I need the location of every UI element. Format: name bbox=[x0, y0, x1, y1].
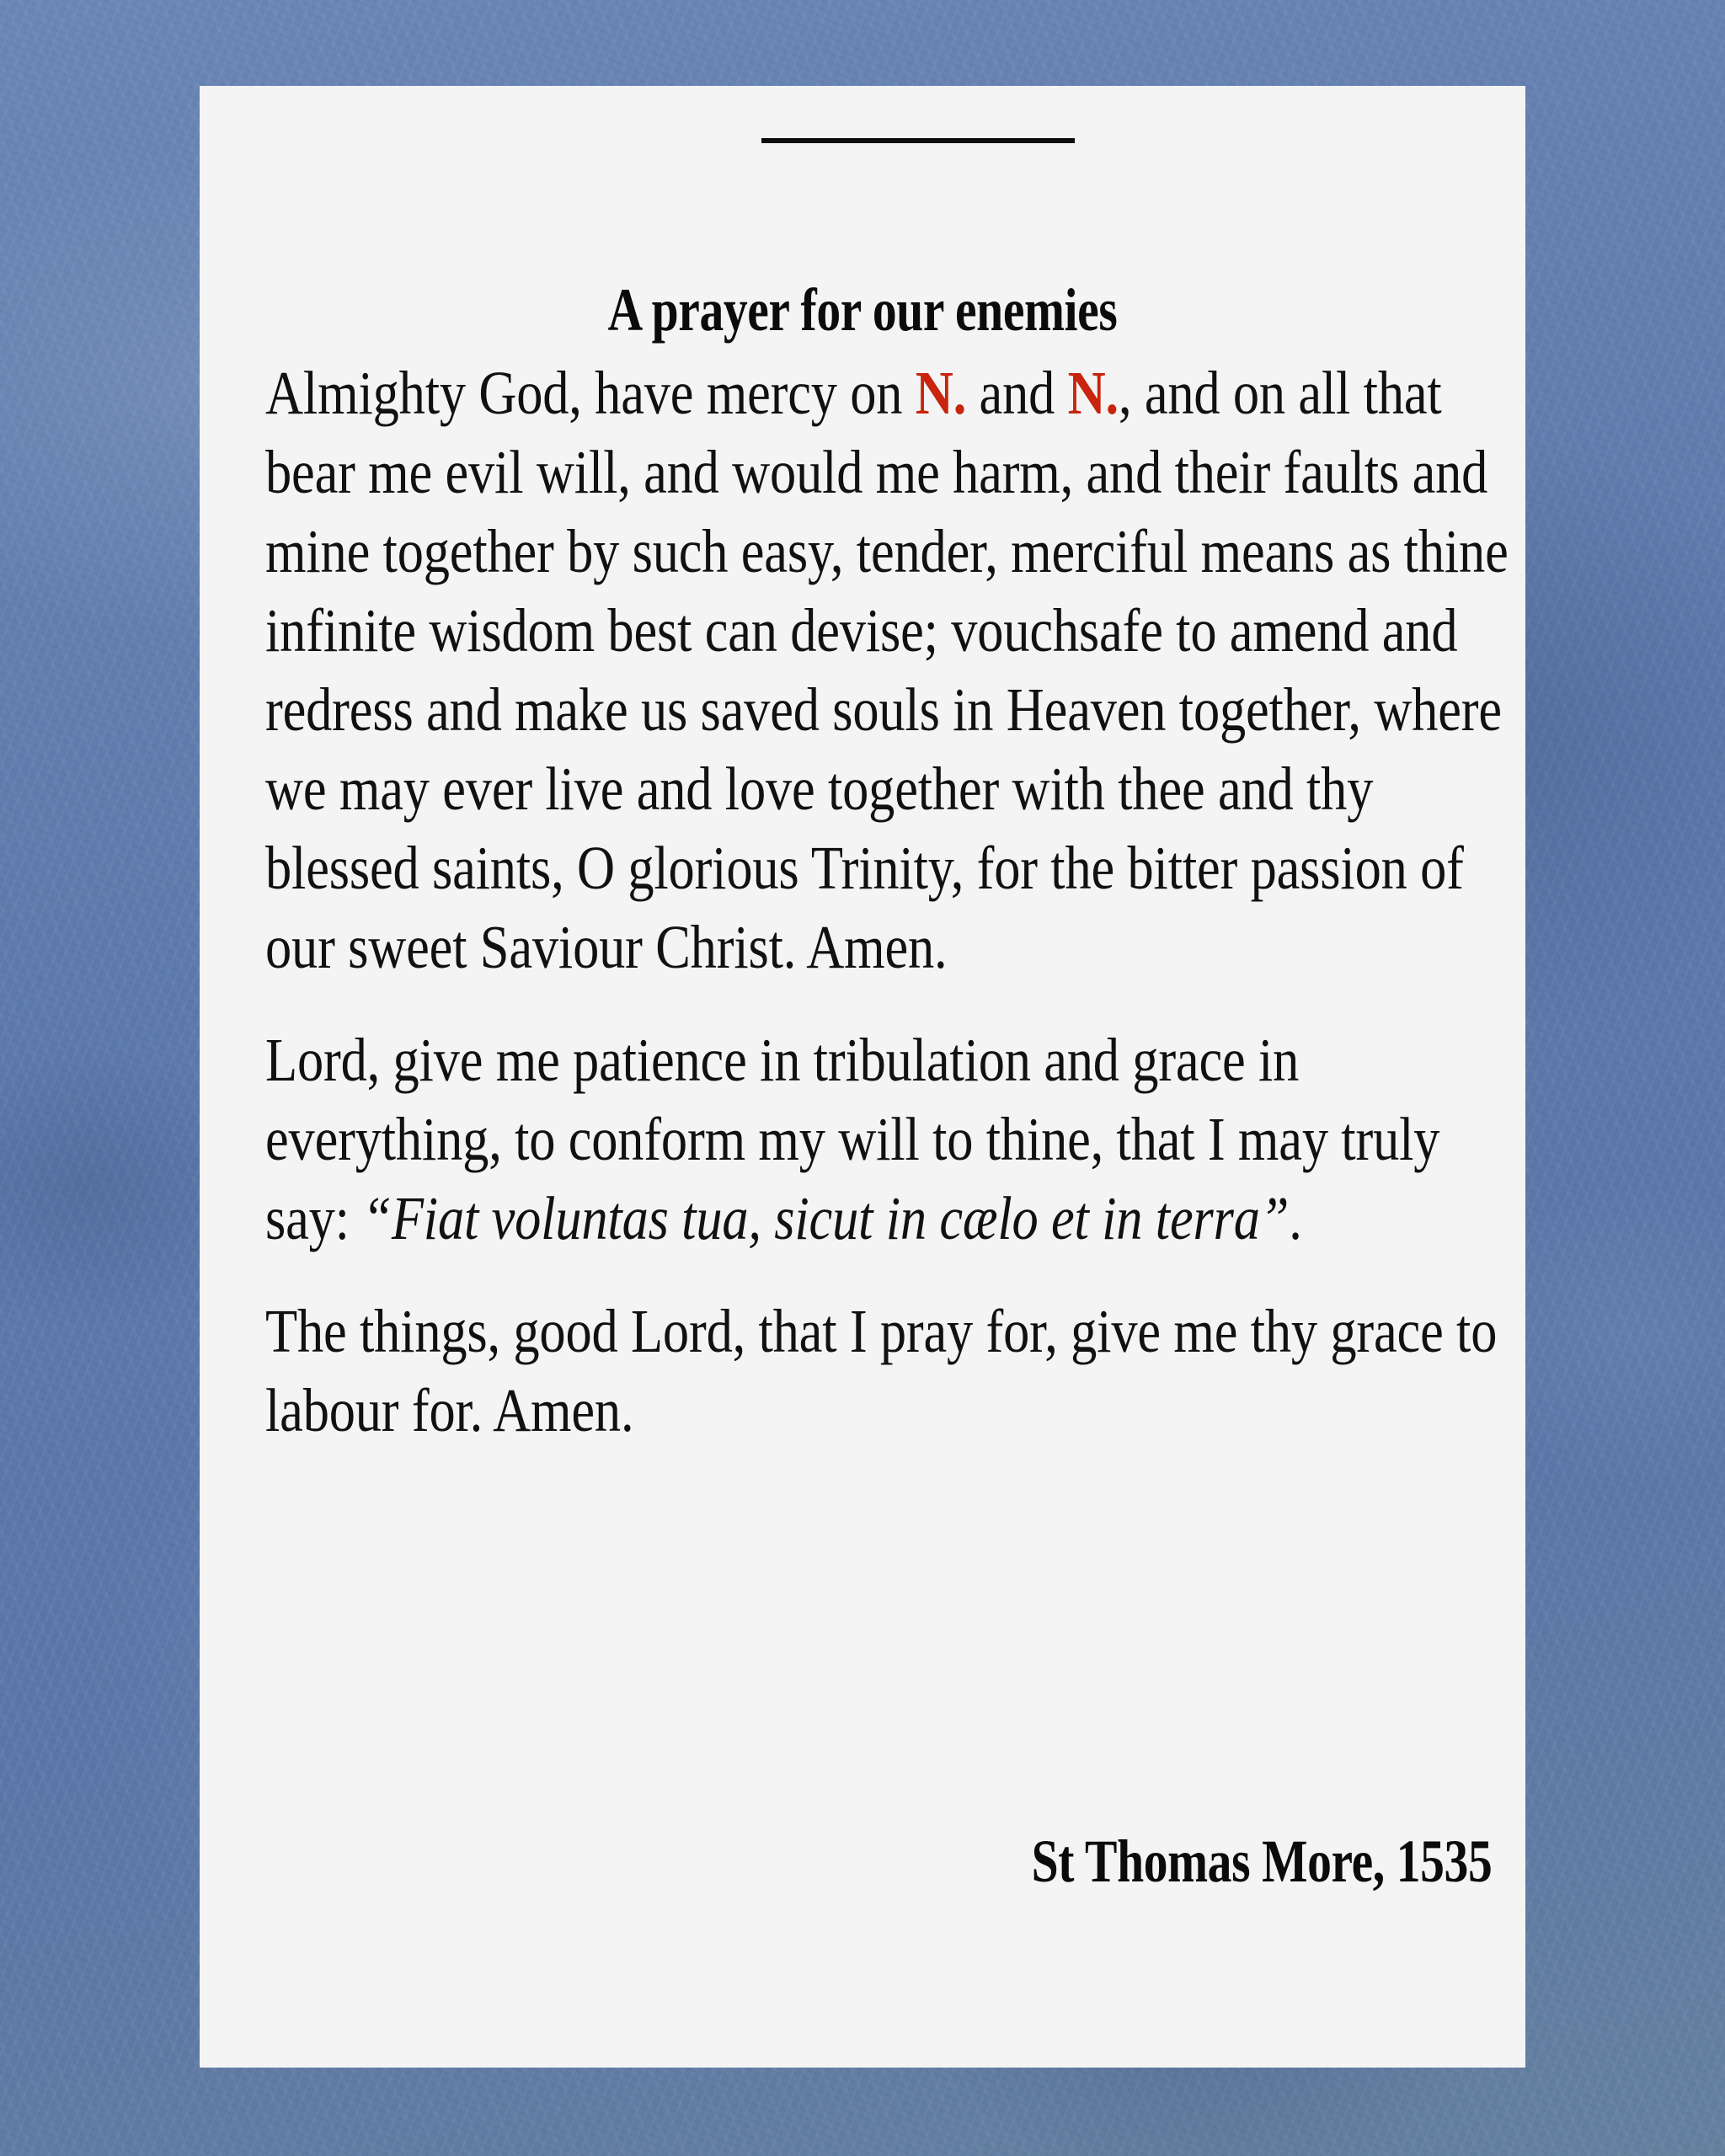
latin-quotation: “Fiat voluntas tua, sicut in cælo et in terra” bbox=[362, 1184, 1290, 1252]
attribution-text: St Thomas More, 1535 bbox=[1031, 1828, 1492, 1895]
name-placeholder-first: N. bbox=[915, 359, 967, 427]
page-title: A prayer for our enemies bbox=[607, 276, 1118, 344]
prayer-body bbox=[265, 354, 1525, 1450]
paragraph-1-text-part-1: Almighty God, have mercy on bbox=[265, 359, 916, 427]
name-placeholder-second: N. bbox=[1067, 359, 1119, 427]
prayer-card bbox=[200, 86, 1525, 2068]
paragraph-1-text-part-2: and bbox=[966, 359, 1068, 427]
paragraph-2-text-part-2: . bbox=[1289, 1184, 1302, 1252]
attribution-line bbox=[233, 1828, 1492, 1895]
prayer-paragraph-3: The things, good Lord, that I pray for, give me thy grace to labour for. Amen. bbox=[265, 1297, 1498, 1444]
top-divider-container bbox=[233, 138, 1492, 143]
prayer-paragraph-2 bbox=[265, 1021, 1525, 1258]
paragraph-2-text-part-1: Lord, give me patience in tribulation and grace in everything, to conform my will to thine, that I may truly say: bbox=[265, 1026, 1440, 1252]
horizontal-rule-divider bbox=[761, 138, 1075, 143]
card-content-area bbox=[233, 86, 1509, 2068]
paragraph-1-text-part-3: , and on all that bear me evil will, and would me harm, and their faults and mine together by such easy, tender, merciful means as thine infinite wisdom best can devise; vouchsafe to amend and redress and make us saved souls in Heaven together, where we may ever live and love together with thee and thy blessed saints, O glorious Trinity, for the bitter passion of our sweet Saviour Christ. Amen. bbox=[265, 359, 1509, 981]
prayer-paragraph-1 bbox=[265, 354, 1525, 987]
